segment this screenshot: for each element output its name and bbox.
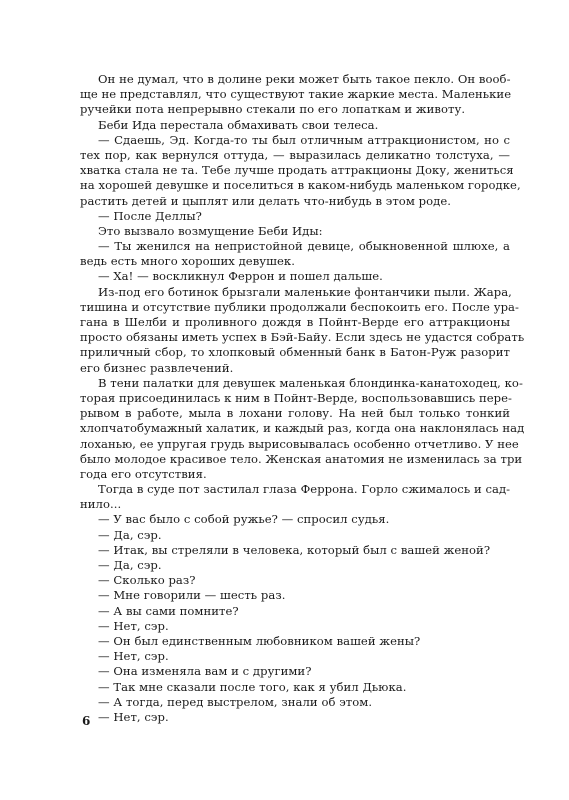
text-line: Он не думал, что в долине реки может быть такое пекло. Он вооб- bbox=[98, 72, 511, 86]
text-line: его бизнес развлечений. bbox=[80, 360, 234, 375]
book-page-text bbox=[80, 72, 525, 725]
text-line: Из-под его ботинок брызгали маленькие фонтанчики пыли. Жара, bbox=[98, 284, 512, 299]
text-line: Это вызвало возмущение Беби Иды: bbox=[98, 223, 323, 238]
text-line: — Итак, вы стреляли в человека, который был с вашей женой? bbox=[98, 542, 491, 557]
text-line: тех пор, как вернулся оттуда, — выразилась деликатно толстуха, — bbox=[80, 147, 510, 162]
text-line: хлопчатобумажный халатик, и каждый раз, когда она наклонялась над bbox=[80, 421, 525, 436]
text-line: гана в Шелби и проливного дождя в Пойнт-Верде его аттракционы bbox=[80, 315, 510, 329]
text-line: Беби Ида перестала обмахивать свои телеса. bbox=[98, 117, 379, 132]
text-line: лоханью, ее упругая грудь вырисовывалась особенно отчетливо. У нее bbox=[80, 436, 519, 451]
text-line: — А тогда, перед выстрелом, знали об этом. bbox=[98, 694, 373, 709]
text-line: — Мне говорили — шесть раз. bbox=[98, 588, 286, 603]
text-line: — Нет, сэр. bbox=[98, 649, 169, 664]
text-line: ведь есть много хороших девушек. bbox=[80, 254, 295, 269]
text-line: хватка стала не та. Тебе лучше продать аттракционы Доку, жениться bbox=[80, 163, 514, 178]
text-line: ручейки пота непрерывно стекали по его лопаткам и животу. bbox=[80, 102, 466, 117]
text-line: нило... bbox=[80, 497, 122, 512]
text-line: на хорошей девушке и поселиться в каком-нибудь маленьком городке, bbox=[80, 178, 521, 193]
text-line: — Так мне сказали после того, как я убил Дьюка. bbox=[98, 679, 407, 694]
text-line: года его отсутствия. bbox=[80, 466, 207, 481]
text-line: В тени палатки для девушек маленькая блондинка-канатоходец, ко- bbox=[98, 375, 523, 390]
text-line: тишина и отсутствие публики продолжали беспокоить его. После ура- bbox=[80, 299, 519, 314]
text-line: было молодое красивое тело. Женская анатомия не изменилась за три bbox=[80, 451, 523, 466]
text-line: Тогда в суде пот застилал глаза Феррона. Горло сжималось и сад- bbox=[98, 482, 511, 497]
text-line: — Она изменяла вам и с другими? bbox=[98, 664, 312, 679]
text-line: — Он был единственным любовником вашей жены? bbox=[98, 633, 421, 648]
text-line: ще не представлял, что существуют такие жаркие места. Маленькие bbox=[80, 87, 512, 102]
text-line: — У вас было с собой ружье? — спросил судья. bbox=[98, 512, 390, 527]
text-line: рывом в работе, мыла в лохани голову. На ней был только тонкий bbox=[80, 406, 510, 421]
text-line: просто обязаны иметь успех в Бэй-Байу. Если здесь не удастся собрать bbox=[80, 330, 525, 345]
text-line: — После Деллы? bbox=[98, 208, 202, 223]
text-line: торая присоединилась к ним в Пойнт-Верде, воспользовавшись пере- bbox=[80, 390, 513, 405]
text-line: — А вы сами помните? bbox=[98, 603, 239, 618]
text-line: — Сколько раз? bbox=[98, 573, 196, 588]
text-line: приличный сбор, то хлопковый обменный банк в Батон-Руж разорит bbox=[80, 345, 510, 360]
text-line: — Ха! — воскликнул Феррон и пошел дальше. bbox=[98, 269, 383, 284]
text-line: — Да, сэр. bbox=[98, 558, 162, 572]
text-line: — Нет, сэр. bbox=[98, 618, 169, 633]
text-line: — Да, сэр. bbox=[98, 527, 162, 542]
text-line: — Сдаешь, Эд. Когда-то ты был отличным аттракционистом, но с bbox=[98, 132, 510, 147]
text-line: — Нет, сэр. bbox=[98, 709, 169, 724]
text-line: — Ты женился на непристойной девице, обыкновенной шлюхе, а bbox=[98, 239, 510, 254]
text-line: растить детей и цыплят или делать что-нибудь в этом роде. bbox=[80, 193, 451, 208]
page-number: 6 bbox=[82, 714, 91, 728]
